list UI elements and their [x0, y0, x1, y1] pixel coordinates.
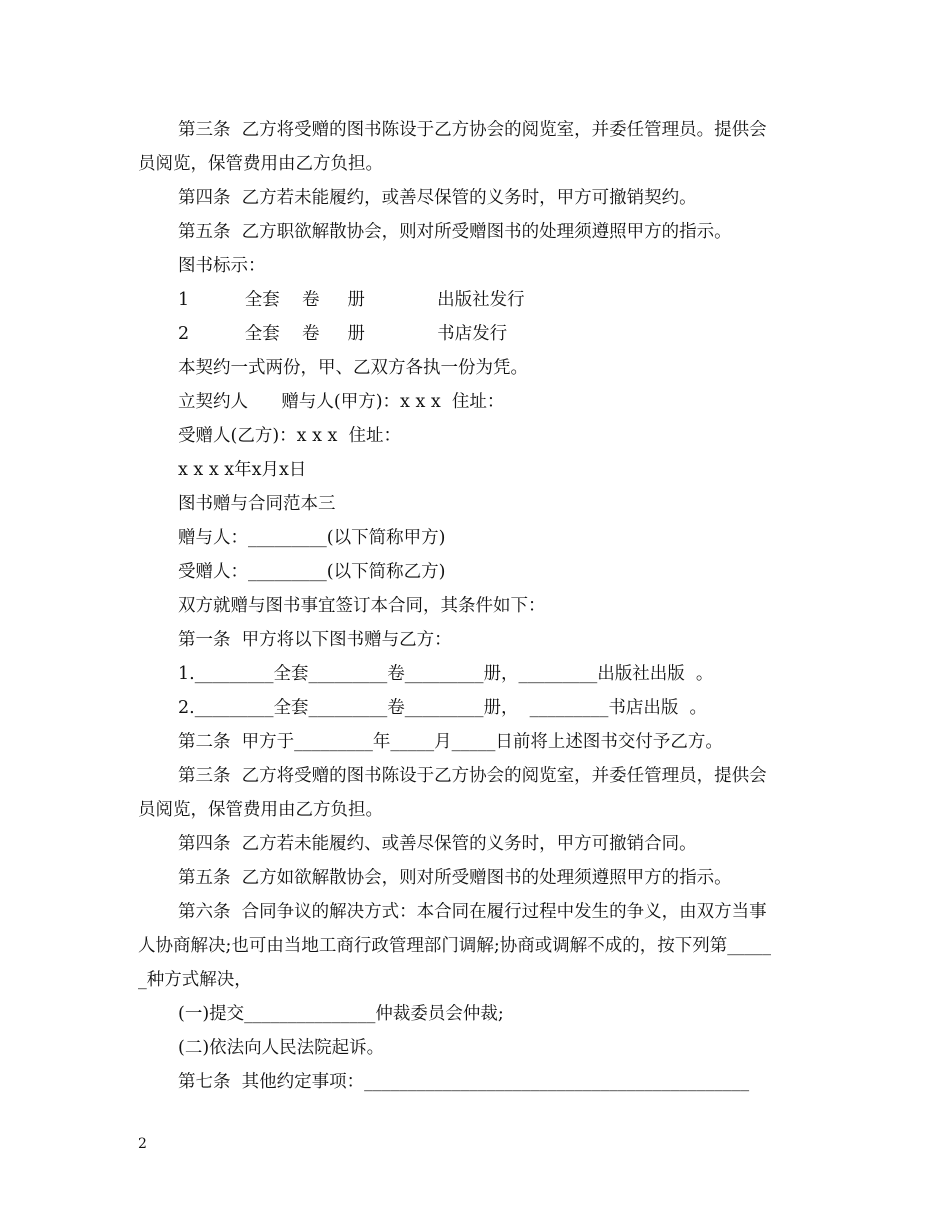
dispute-option-1: (一)提交_______________仲裁委员会仲裁;: [178, 1004, 504, 1024]
preamble: 双方就赠与图书事宜签订本合同，其条件如下：: [178, 596, 546, 616]
article-6-line-3: _种方式解决，: [138, 970, 252, 990]
book-label-row-2: 2 全套 卷 册 书店发行: [178, 324, 508, 344]
clause-5: 第五条 乙方职欲解散协会，则对所受赠图书的处理须遵照甲方的指示。: [178, 222, 732, 242]
article-6-line-1: 第六条 合同争议的解决方式：本合同在履行过程中发生的争义，由双方当事: [178, 902, 767, 922]
clause-3-line-1: 第三条 乙方将受赠的图书陈设于乙方协会的阅览室，并委任管理员。提供会: [178, 120, 767, 140]
article-1-item-1: 1._________全套_________卷_________册，_________出版社出版 。: [178, 664, 714, 684]
page-number: 2: [138, 1136, 147, 1152]
signatory-recipient: 受赠人(乙方)：x x x 住址：: [178, 426, 402, 446]
article-2: 第二条 甲方于_________年_____月_____日前将上述图书交付予乙方。: [178, 732, 723, 752]
book-label-row-1: 1 全套 卷 册 出版社发行: [178, 290, 525, 310]
article-1: 第一条 甲方将以下图书赠与乙方：: [178, 630, 452, 650]
clause-3-line-2: 员阅览，保管费用由乙方负担。: [138, 154, 383, 174]
book-label-heading: 图书标示：: [178, 256, 266, 276]
signing-date: x x x x年x月x日: [178, 460, 307, 480]
clause-4: 第四条 乙方若未能履约，或善尽保管的义务时，甲方可撤销契约。: [178, 188, 697, 208]
article-6-line-2: 人协商解决;也可由当地工商行政管理部门调解;协商或调解不成的，按下列第_____: [138, 936, 772, 956]
section-title: 图书赠与合同范本三: [178, 494, 336, 514]
article-4: 第四条 乙方若未能履约、或善尽保管的义务时，甲方可撤销合同。: [178, 834, 697, 854]
dispute-option-2: (二)依法向人民法院起诉。: [178, 1038, 385, 1058]
recipient-field: 受赠人：_________(以下简称乙方): [178, 562, 446, 582]
article-3-line-1: 第三条 乙方将受赠的图书陈设于乙方协会的阅览室，并委任管理员，提供会: [178, 766, 767, 786]
signatory-donor: 立契约人 赠与人(甲方)：x x x 住址：: [178, 392, 505, 412]
article-1-item-2: 2._________全套_________卷_________册， _________书店出版 。: [178, 698, 707, 718]
article-5: 第五条 乙方如欲解散协会，则对所受赠图书的处理须遵照甲方的指示。: [178, 868, 732, 888]
article-3-line-2: 员阅览，保管费用由乙方负担。: [138, 800, 383, 820]
copies-statement: 本契约一式两份，甲、乙双方各执一份为凭。: [178, 358, 528, 378]
article-7: 第七条 其他约定事项：____________________________________________: [178, 1072, 750, 1092]
donor-field: 赠与人：_________(以下简称甲方): [178, 528, 446, 548]
